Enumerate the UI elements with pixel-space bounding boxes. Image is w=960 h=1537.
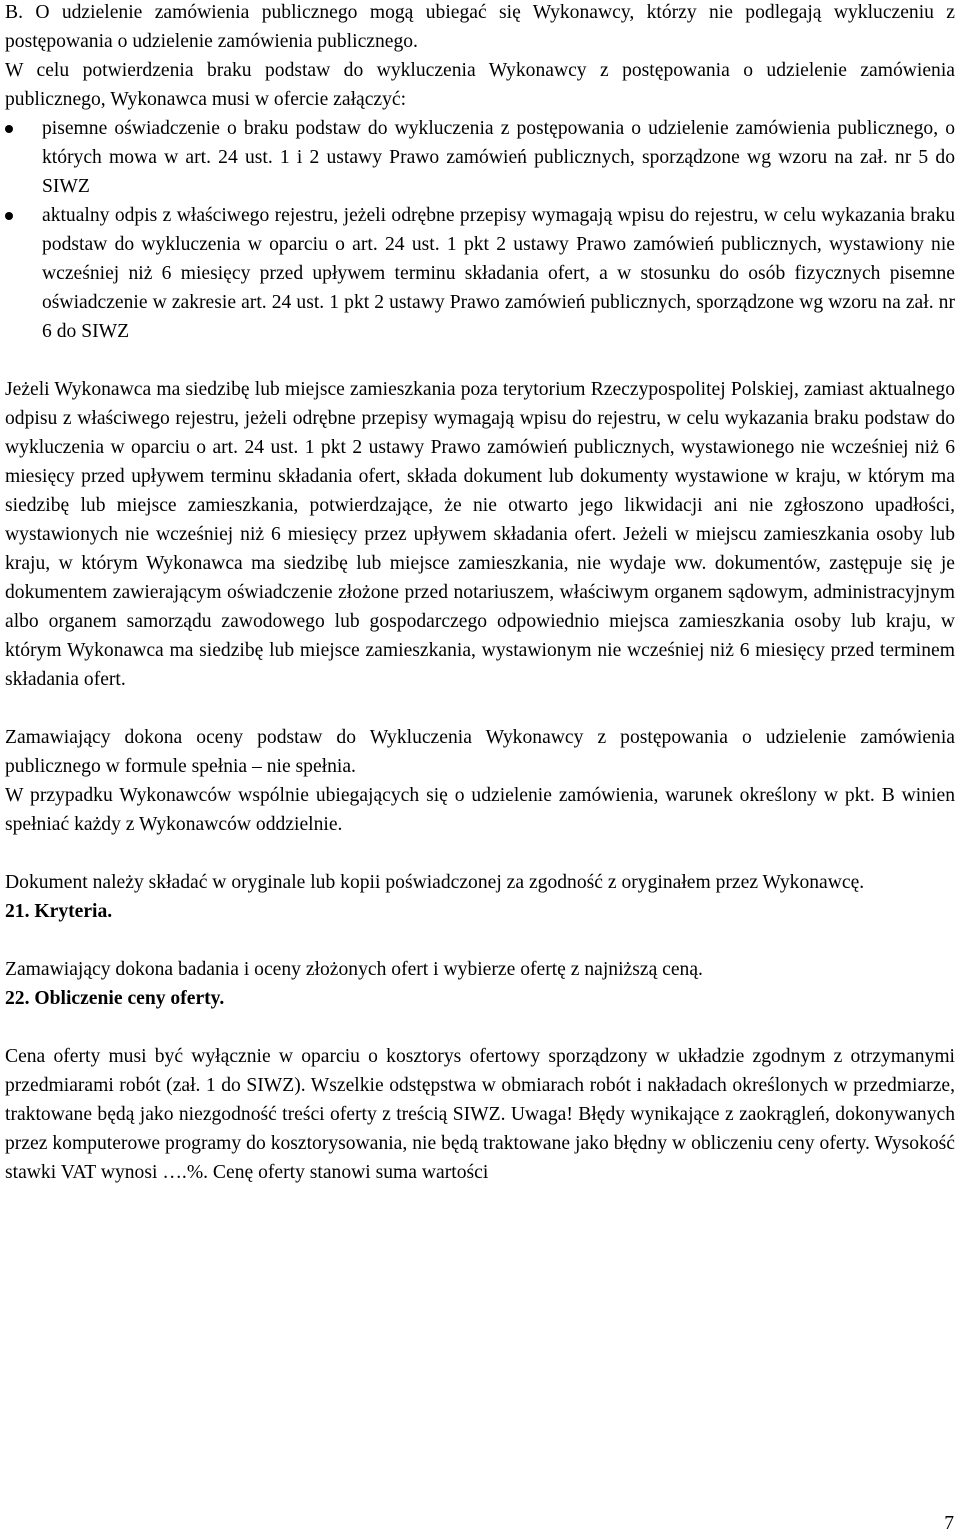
document-form-paragraph: Dokument należy składać w oryginale lub kopii poświadczonej za zgodność z oryginałem przez Wykonawcę. — [5, 872, 865, 893]
list-item-text: pisemne oświadczenie o braku podstaw do wykluczenia z postępowania o udzielenie zamówienia publicznego, o których mowa w art. 24 ust. 1 i 2 ustawy Prawo zamówień publicznych, sporządzone wg wzoru na zał. nr 5 do SIWZ — [42, 118, 955, 197]
assessment-paragraph: Zamawiający dokona oceny podstaw do Wykluczenia Wykonawcy z postępowania o udzielenie zamówienia publicznego w formule spełnia – nie spełnia. — [5, 727, 955, 777]
foreign-bidder-paragraph: Jeżeli Wykonawca ma siedzibę lub miejsce zamieszkania poza terytorium Rzeczypospolitej Polskiej, zamiast aktualnego odpisu z właściwego rejestru, jeżeli odrębne przepisy wymagają wpisu do rejestru, w celu wykazania braku podstaw do wykluczenia w oparciu o art. 24 ust. 1 pkt 2 ustawy Prawo zamówień publicznych, wystawionego nie wcześniej niż 6 miesięcy przed upływem terminu składania ofert, składa dokument lub dokumenty wystawione w kraju, w którym ma siedzibę lub miejsce zamieszkania, potwierdzające, że nie otwarto jego likwidacji ani nie zgłoszono upadłości, wystawionych nie wcześniej niż 6 miesięcy przez upływem składania ofert. Jeżeli w miejscu zamieszkania osoby lub kraju, w którym Wykonawca ma siedzibę lub miejsce zamieszkania, nie wydaje ww. dokumentów, zastępuje się je dokumentem zawierającym oświadczenie złożone przed notariuszem, właściwym organem sądowym, administracyjnym albo organem samorządu zawodowego lub gospodarczego odpowiednio miejsca zamieszkania osoby lub kraju, w którym Wykonawca ma siedzibę lub miejsce zamieszkania, wystawionym nie wcześniej niż 6 miesięcy przed terminem składania ofert. — [5, 379, 955, 690]
list-item — [5, 114, 955, 201]
bullet-icon — [5, 212, 13, 220]
page-number: 7 — [944, 1513, 954, 1534]
bullet-icon — [5, 125, 13, 133]
required-documents-list — [5, 114, 955, 346]
section-22-text: Cena oferty musi być wyłącznie w oparciu o kosztorys ofertowy sporządzony w układzie zgodnym z otrzymanymi przedmiarami robót (zał. 1 do SIWZ). Wszelkie odstępstwa w obmiarach robót i nakładach określonych w przedmiarze, traktowane będą jako niezgodność treści oferty z treścią SIWZ. Uwaga! Błędy wynikające z zaokrągleń, dokonywanych przez komputerowe programy do kosztorysowania, nie będą traktowane jako błędny w obliczeniu ceny oferty. Wysokość stawki VAT wynosi ….%. Cenę oferty stanowi suma wartości — [5, 1046, 955, 1183]
list-item-text: aktualny odpis z właściwego rejestru, jeżeli odrębne przepisy wymagają wpisu do rejestru, w celu wykazania braku podstaw do wykluczenia w oparciu o art. 24 ust. 1 pkt 2 ustawy Prawo zamówień publicznych, wystawiony nie wcześniej niż 6 miesięcy przed upływem terminu składania ofert, a w stosunku do osób fizycznych pisemne oświadczenie w zakresie art. 24 ust. 1 pkt 2 ustawy Prawo zamówień publicznych, sporządzone wg wzoru na zał. nr 6 do SIWZ — [42, 205, 955, 342]
joint-bidders-paragraph: W przypadku Wykonawców wspólnie ubiegających się o udzielenie zamówienia, warunek określony w pkt. B winien spełniać każdy z Wykonawców oddzielnie. — [5, 785, 955, 835]
list-item — [5, 201, 955, 346]
document-body — [5, 0, 955, 1187]
intro-point-b: B. O udzielenie zamówienia publicznego mogą ubiegać się Wykonawcy, którzy nie podlegają wykluczeniu z postępowania o udzielenie zamówienia publicznego. — [5, 2, 955, 52]
requirement-intro: W celu potwierdzenia braku podstaw do wykluczenia Wykonawcy z postępowania o udzielenie zamówienia publicznego, Wykonawca musi w ofercie załączyć: — [5, 60, 955, 110]
section-21-text: Zamawiający dokona badania i oceny złożonych ofert i wybierze ofertę z najniższą ceną. — [5, 959, 703, 980]
section-22-heading: 22. Obliczenie ceny oferty. — [5, 988, 225, 1009]
section-21-heading: 21. Kryteria. — [5, 901, 113, 922]
